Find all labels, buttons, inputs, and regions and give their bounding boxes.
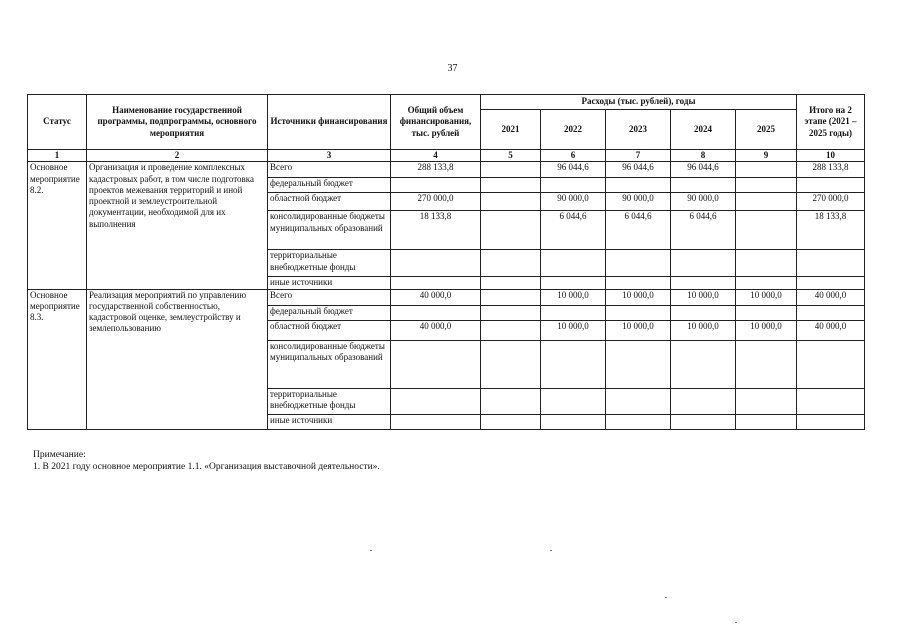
- year-2024-cell: [671, 340, 736, 388]
- column-number: 10: [797, 150, 865, 162]
- year-2022-cell: 10 000,0: [541, 320, 606, 340]
- year-2021-cell: [481, 178, 541, 193]
- total-cell: [391, 414, 481, 429]
- total-cell: [391, 277, 481, 289]
- stage-total-cell: [797, 340, 865, 388]
- header-year: 2021: [481, 110, 541, 150]
- year-2023-cell: [606, 340, 671, 388]
- year-2025-cell: [736, 414, 797, 429]
- year-2025-cell: [736, 340, 797, 388]
- column-number: 3: [268, 150, 391, 162]
- year-2024-cell: [671, 178, 736, 193]
- column-number: 7: [606, 150, 671, 162]
- year-2021-cell: [481, 320, 541, 340]
- column-number: 8: [671, 150, 736, 162]
- year-2025-cell: [736, 211, 797, 250]
- stage-total-cell: [797, 305, 865, 320]
- total-cell: 288 133,8: [391, 162, 481, 178]
- year-2021-cell: [481, 211, 541, 250]
- year-2024-cell: 10 000,0: [671, 320, 736, 340]
- year-2023-cell: [606, 178, 671, 193]
- source-cell: иные источники: [268, 414, 391, 429]
- table-row: [28, 162, 865, 178]
- header-year: 2023: [606, 110, 671, 150]
- year-2021-cell: [481, 277, 541, 289]
- source-cell: областной бюджет: [268, 193, 391, 211]
- table-row: [28, 289, 865, 305]
- source-cell: консолидированные бюджеты муниципальных образований: [268, 211, 391, 250]
- year-2021-cell: [481, 289, 541, 305]
- scan-speck: [370, 550, 372, 551]
- total-cell: [391, 178, 481, 193]
- table-body: [28, 162, 865, 429]
- stage-total-cell: [797, 388, 865, 414]
- year-2022-cell: [541, 305, 606, 320]
- year-2024-cell: [671, 388, 736, 414]
- header-year: 2022: [541, 110, 606, 150]
- year-2024-cell: 10 000,0: [671, 289, 736, 305]
- year-2023-cell: 10 000,0: [606, 320, 671, 340]
- total-cell: [391, 340, 481, 388]
- year-2025-cell: [736, 178, 797, 193]
- status-cell: Основное мероприятие 8.3.: [28, 289, 87, 429]
- measure-name-cell: Организация и проведение комплексных кадастровых работ, в том числе подготовка проектов межевания территорий и иной проектной и землеустроительной документации, необходимой для их выполнения: [87, 162, 268, 289]
- source-cell: территориальные внебюджетные фонды: [268, 388, 391, 414]
- column-number: 1: [28, 150, 87, 162]
- stage-total-cell: 40 000,0: [797, 320, 865, 340]
- year-2021-cell: [481, 340, 541, 388]
- year-2025-cell: 10 000,0: [736, 320, 797, 340]
- year-2025-cell: [736, 388, 797, 414]
- header-year: 2025: [736, 110, 797, 150]
- year-2021-cell: [481, 162, 541, 178]
- year-2024-cell: [671, 250, 736, 277]
- stage-total-cell: 40 000,0: [797, 289, 865, 305]
- year-2023-cell: [606, 277, 671, 289]
- year-2023-cell: [606, 388, 671, 414]
- year-2021-cell: [481, 388, 541, 414]
- year-2021-cell: [481, 414, 541, 429]
- stage-total-cell: 270 000,0: [797, 193, 865, 211]
- year-2023-cell: 90 000,0: [606, 193, 671, 211]
- stage-total-cell: 288 133,8: [797, 162, 865, 178]
- year-2025-cell: [736, 277, 797, 289]
- year-2022-cell: 96 044,6: [541, 162, 606, 178]
- year-2021-cell: [481, 193, 541, 211]
- year-2022-cell: [541, 277, 606, 289]
- header-year: 2024: [671, 110, 736, 150]
- year-2024-cell: 90 000,0: [671, 193, 736, 211]
- source-cell: территориальные внебюджетные фонды: [268, 250, 391, 277]
- source-cell: Всего: [268, 289, 391, 305]
- status-cell: Основное мероприятие 8.2.: [28, 162, 87, 289]
- note: [33, 449, 380, 474]
- column-number: 6: [541, 150, 606, 162]
- stage-total-cell: [797, 250, 865, 277]
- source-cell: федеральный бюджет: [268, 305, 391, 320]
- year-2022-cell: [541, 340, 606, 388]
- source-cell: консолидированные бюджеты муниципальных образований: [268, 340, 391, 388]
- year-2022-cell: 90 000,0: [541, 193, 606, 211]
- year-2024-cell: [671, 277, 736, 289]
- year-2022-cell: [541, 414, 606, 429]
- total-cell: 270 000,0: [391, 193, 481, 211]
- year-2023-cell: [606, 414, 671, 429]
- total-cell: [391, 388, 481, 414]
- year-2024-cell: 6 044,6: [671, 211, 736, 250]
- header-sources: Источники финансирования: [268, 95, 391, 150]
- source-cell: федеральный бюджет: [268, 178, 391, 193]
- budget-table: [27, 94, 865, 430]
- note-title: Примечание:: [33, 450, 86, 460]
- measure-name-cell: Реализация мероприятий по управлению государственной собственностью, кадастровой оценке, землеустройству и землепользованию: [87, 289, 268, 429]
- total-cell: 18 133,8: [391, 211, 481, 250]
- stage-total-cell: [797, 178, 865, 193]
- column-number: 2: [87, 150, 268, 162]
- total-cell: [391, 250, 481, 277]
- column-number: 4: [391, 150, 481, 162]
- year-2025-cell: [736, 305, 797, 320]
- source-cell: Всего: [268, 162, 391, 178]
- year-2025-cell: [736, 162, 797, 178]
- scan-speck: [550, 550, 552, 551]
- year-2022-cell: 6 044,6: [541, 211, 606, 250]
- year-2025-cell: [736, 193, 797, 211]
- header-name: Наименование государственной программы, подпрограммы, основного мероприятия: [87, 95, 268, 150]
- year-2023-cell: 96 044,6: [606, 162, 671, 178]
- header-total: Общий объем финансирования, тыс. рублей: [391, 95, 481, 150]
- year-2025-cell: 10 000,0: [736, 289, 797, 305]
- stage-total-cell: 18 133,8: [797, 211, 865, 250]
- header-status: Статус: [28, 95, 87, 150]
- table-header: [28, 95, 865, 162]
- stage-total-cell: [797, 277, 865, 289]
- header-expenses: Расходы (тыс. рублей), годы: [481, 95, 797, 110]
- year-2022-cell: 10 000,0: [541, 289, 606, 305]
- scan-speck: [735, 622, 737, 623]
- source-cell: иные источники: [268, 277, 391, 289]
- total-cell: [391, 305, 481, 320]
- scan-speck: [665, 597, 667, 598]
- column-number-row: [28, 150, 865, 162]
- column-number: 5: [481, 150, 541, 162]
- year-2023-cell: [606, 305, 671, 320]
- year-2023-cell: [606, 250, 671, 277]
- note-text: 1. В 2021 году основное мероприятие 1.1. «Организация выставочной деятельности».: [33, 462, 380, 473]
- year-2021-cell: [481, 250, 541, 277]
- year-2021-cell: [481, 305, 541, 320]
- year-2024-cell: [671, 414, 736, 429]
- column-number: 9: [736, 150, 797, 162]
- year-2024-cell: 96 044,6: [671, 162, 736, 178]
- page-number: 37: [447, 63, 458, 74]
- year-2023-cell: 6 044,6: [606, 211, 671, 250]
- year-2024-cell: [671, 305, 736, 320]
- header-stage-total: Итого на 2 этапе (2021 – 2025 годы): [797, 95, 865, 150]
- total-cell: 40 000,0: [391, 289, 481, 305]
- year-2022-cell: [541, 178, 606, 193]
- year-2022-cell: [541, 250, 606, 277]
- year-2025-cell: [736, 250, 797, 277]
- stage-total-cell: [797, 414, 865, 429]
- year-2022-cell: [541, 388, 606, 414]
- year-2023-cell: 10 000,0: [606, 289, 671, 305]
- total-cell: 40 000,0: [391, 320, 481, 340]
- source-cell: областной бюджет: [268, 320, 391, 340]
